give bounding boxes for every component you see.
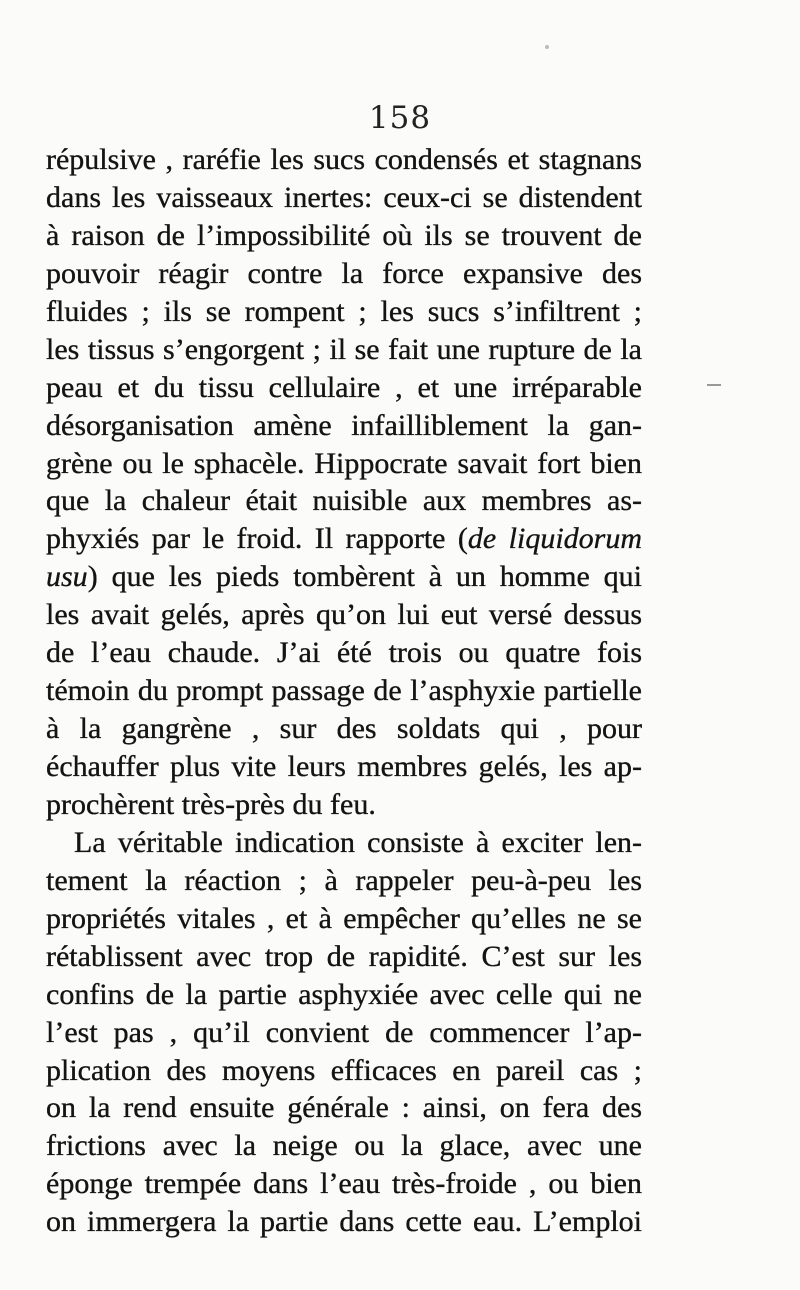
text-line-18: prochèrent très-près du feu. bbox=[46, 787, 376, 821]
text-line-8: désorganisation amène infailliblement la gan- bbox=[46, 408, 642, 442]
text-line-21: propriétés vitales , et à empêcher qu’elles ne se bbox=[46, 901, 642, 935]
text-line-20: tement la réaction ; à rappeler peu-à-peu les bbox=[46, 863, 642, 897]
text-line-15: témoin du prompt passage de l’asphyxie partielle bbox=[46, 674, 642, 708]
text-line-27: frictions avec la neige ou la glace, avec une bbox=[46, 1129, 642, 1163]
text-line-10: que la chaleur était nuisible aux membres as- bbox=[46, 484, 642, 518]
page-number: 158 bbox=[368, 100, 432, 136]
body-text bbox=[46, 141, 642, 1241]
text-line-13: les avait gelés, après qu’on lui eut versé dessus bbox=[46, 598, 642, 632]
text-line-14: de l’eau chaude. J’ai été trois ou quatre fois bbox=[46, 636, 642, 670]
text-line-4: pouvoir réagir contre la force expansive des bbox=[46, 256, 642, 290]
citation-title-part-2: usu bbox=[46, 560, 88, 594]
text-line-16: à la gangrène , sur des soldats qui , pour bbox=[46, 712, 642, 746]
text-line-9: grène ou le sphacèle. Hippocrate savait fort bien bbox=[46, 446, 642, 480]
text-line-17: échauffer plus vite leurs membres gelés, les ap- bbox=[46, 750, 642, 783]
line-12-text: ) que les pieds tombèrent à un homme qui bbox=[87, 560, 642, 594]
text-line-5: fluides ; ils se rompent ; les sucs s’infiltrent ; bbox=[46, 294, 642, 328]
text-line-28: éponge trempée dans l’eau très-froide , ou bien bbox=[46, 1167, 642, 1201]
citation-title-part-1: de liquidorum bbox=[467, 522, 642, 556]
margin-dot bbox=[545, 45, 549, 49]
text-line-26: on la rend ensuite générale : ainsi, on fera des bbox=[46, 1091, 642, 1125]
line-11-text: phyxiés par le froid. Il rapporte ( bbox=[46, 522, 468, 556]
text-line-22: rétablissent avec trop de rapidité. C’est sur les bbox=[46, 939, 642, 973]
text-line-3: à raison de l’impossibilité où ils se trouvent de bbox=[46, 218, 642, 252]
text-line-25: plication des moyens efficaces en pareil cas ; bbox=[46, 1053, 642, 1087]
margin-mark bbox=[707, 384, 721, 386]
text-line-1: répulsive , raréfie les sucs condensés et stagnans bbox=[46, 143, 642, 176]
text-line-19: La véritable indication consiste à exciter len- bbox=[74, 825, 642, 859]
text-line-12 bbox=[46, 558, 642, 596]
text-line-7: peau et du tissu cellulaire , et une irréparable bbox=[46, 370, 642, 404]
text-line-11 bbox=[46, 520, 642, 558]
text-line-24: l’est pas , qu’il convient de commencer l’ap- bbox=[46, 1015, 642, 1049]
text-line-6: les tissus s’engorgent ; il se fait une rupture de la bbox=[46, 332, 642, 366]
text-line-2: dans les vaisseaux inertes: ceux-ci se distendent bbox=[46, 180, 642, 214]
text-line-23: confins de la partie asphyxiée avec celle qui ne bbox=[46, 977, 642, 1011]
text-line-29: on immergera la partie dans cette eau. L’emploi bbox=[46, 1205, 642, 1239]
